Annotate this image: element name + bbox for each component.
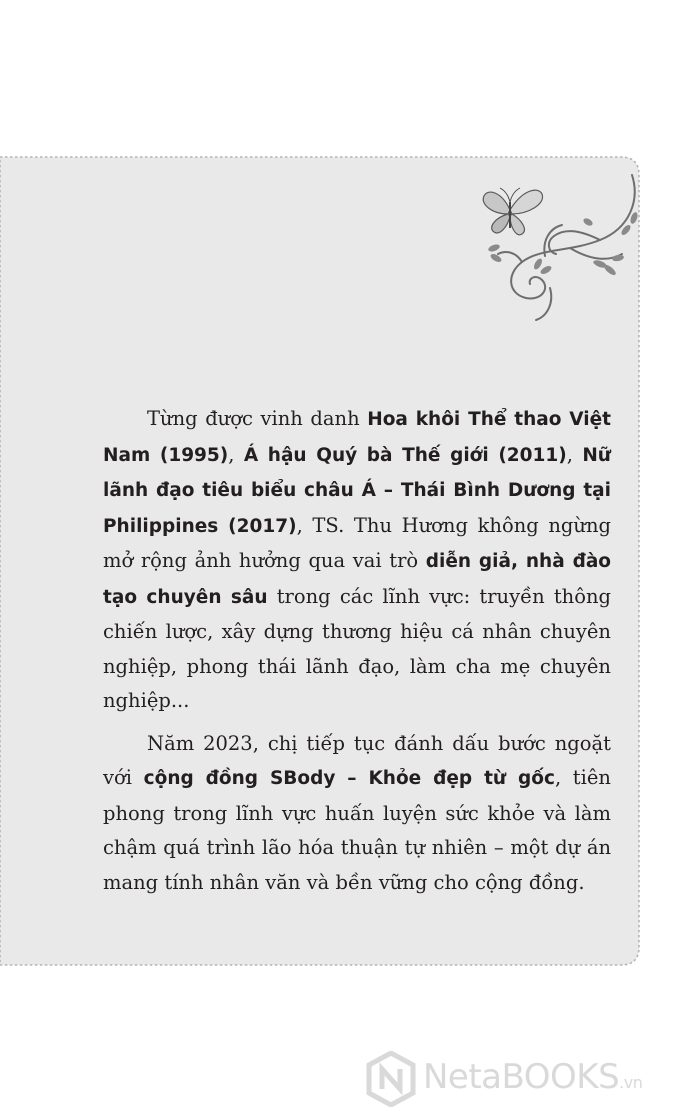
butterfly-ornament-icon [450, 170, 650, 330]
watermark-text: NetaBOOKS.vn [423, 1057, 643, 1097]
paragraph-1: Từng được vinh danh Hoa khôi Thể thao Việt Nam (1995), Á hậu Quý bà Thế giới (2011), Nữ lãnh đạo tiêu biểu châu Á – Thái Bình Dương tại Philippines (2017), TS. Thu Hương không ngừng mở rộng ảnh hưởng qua vai trò diễn giả, nhà đào tạo chuyên sâu trong các lĩnh vực: truyền thông chiến lược, xây dựng thương hiệu cá nhân chuyên nghiệp, phong thái lãnh đạo, làm cha mẹ chuyên nghiệp... [103, 407, 612, 712]
paragraph-2: Năm 2023, chị tiếp tục đánh dấu bước ngoặt với cộng đồng SBody – Khỏe đẹp từ gốc, tiên phong trong lĩnh vực huấn luyện sức khỏe và làm chậm quá trình lão hóa thuận tự nhiên – một dự án mang tính nhân văn và bền vững cho cộng đồng. [103, 731, 611, 894]
article-text [103, 402, 611, 908]
netabooks-logo-icon [365, 1051, 417, 1107]
netabooks-watermark [365, 1045, 700, 1119]
